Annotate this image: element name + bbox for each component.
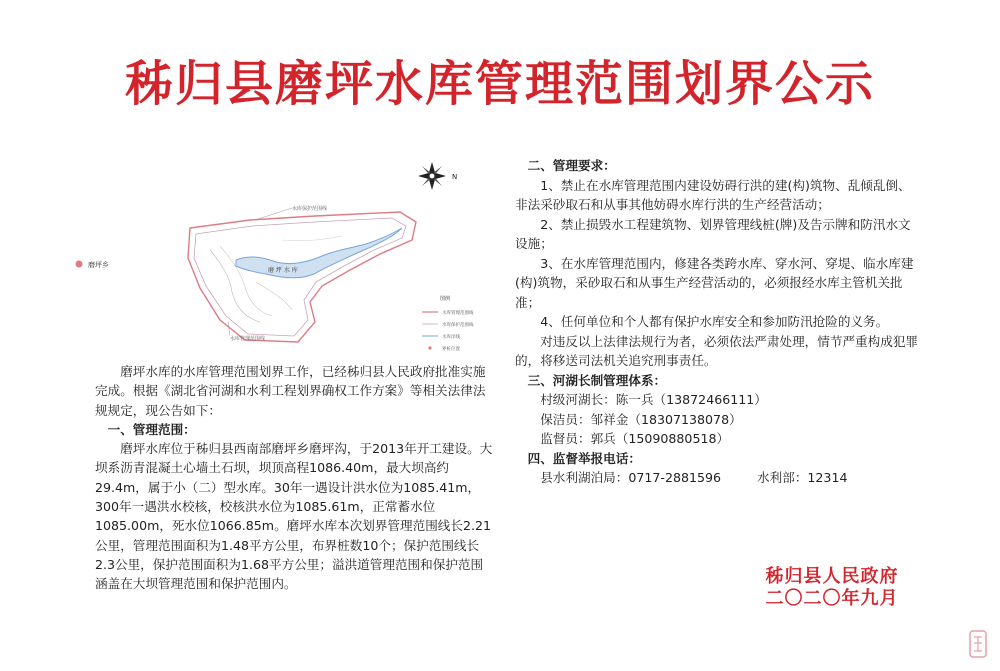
section4-title: 四、监督举报电话： (527, 450, 641, 466)
signature-date: 二〇二〇年九月 (765, 588, 899, 609)
contour-line (256, 282, 292, 310)
rule-item: 3、在水库管理范围内，修建各类跨水库、穿水河、穿堤、临水库建(构)筑物，采砂取石和从事生产经营活动的，必须报经水库主管机关批准； (515, 255, 914, 310)
phone-ministry: 水利部：12314 (757, 470, 848, 485)
seal-stamp-icon (968, 629, 988, 659)
management-boundary-label: 水库管理范围线 (230, 336, 266, 342)
rule-item: 1、禁止在水库管理范围内建设妨碍行洪的建(构)筑物、乱倾乱倒、非法采砂取石和从事其他妨碍水库行洪的生产经营活动； (515, 177, 911, 212)
section1-title: 一、管理范围： (107, 421, 196, 437)
section2-title: 二、管理要求： (527, 158, 616, 173)
contour-line (220, 246, 272, 316)
legend-item: 水库管理范围线 (442, 311, 474, 316)
right-column (515, 156, 923, 488)
reservoir-label: 磨 坪 水 库 (268, 267, 298, 274)
legend-item: 水库岸线 (442, 335, 460, 340)
callout-line (228, 322, 230, 336)
section3-title: 三、河湖长制管理体系： (527, 372, 667, 388)
reservoir-water (236, 228, 402, 278)
signature-org: 秭归县人民政府 (765, 566, 899, 587)
penalty-paragraph: 对违反以上法律法规行为者，必须依法严肃处理，情节严重构成犯罪的，将移送司法机关追究刑事责任。 (515, 333, 918, 368)
rule-item: 2、禁止损毁水工程建筑物、划界管理线桩(牌)及告示牌和防汛水文设施； (515, 216, 911, 251)
protection-boundary-label: 水库保护范围线 (292, 206, 328, 212)
north-label: N (452, 173, 458, 181)
section1-body: 磨坪水库位于秭归县西南部磨坪乡磨坪沟，于2013年开工建设。大坝系沥青混凝土心墙土石坝，坝顶高程1086.40m，最大坝高约29.4m，属于小（二）型水库。30年一遇设计洪水位为1085.41m，300年一遇洪水校核，校核洪水位为1085.61m，正常蓄水位1085.00m，死水位1066.85m。磨坪水库本次划界管理范围线长2.21公里，管理范围面积为1.48平方公里，布界桩数10个；保护范围线长2.3公里，保护范围面积为1.68平方公里；溢洪道管理范围和保护范围涵盖在大坝管理范围和保护范围内。 (95, 441, 493, 592)
left-column (95, 362, 495, 594)
compass-icon (418, 162, 446, 190)
report-phones (515, 468, 923, 488)
contact-item: 监督员：郭兵（15090880518） (540, 431, 730, 446)
map-legend (422, 295, 474, 352)
place-label: 磨坪乡 (88, 261, 109, 269)
contact-item: 村级河湖长：陈一兵（13872466111） (540, 392, 767, 407)
phone-county: 县水利湖泊局：0717-2881596 (540, 470, 722, 485)
legend-item: 水库保护范围线 (442, 323, 474, 328)
intro-paragraph: 磨坪水库的水库管理范围划界工作，已经秭归县人民政府批准实施完成。根据《湖北省河湖和水利工程划界确权工作方案》等相关法律法规规定，现公告如下： (95, 364, 486, 418)
contour-line (282, 236, 342, 241)
legend-title: 图例 (440, 296, 451, 302)
page-title: 秭归县磨坪水库管理范围划界公示 (124, 56, 875, 112)
map-drawing (60, 150, 500, 365)
place-marker-icon (76, 261, 83, 268)
signature-block (742, 566, 922, 610)
reservoir-map (60, 150, 500, 365)
rule-item: 4、任何单位和个人都有保护水库安全和参加防汛抢险的义务。 (540, 314, 889, 329)
legend-item: 界桩位置 (442, 347, 460, 352)
contact-item: 保洁员：邹祥金（18307138078） (540, 411, 742, 427)
legend-swatch (428, 346, 431, 349)
